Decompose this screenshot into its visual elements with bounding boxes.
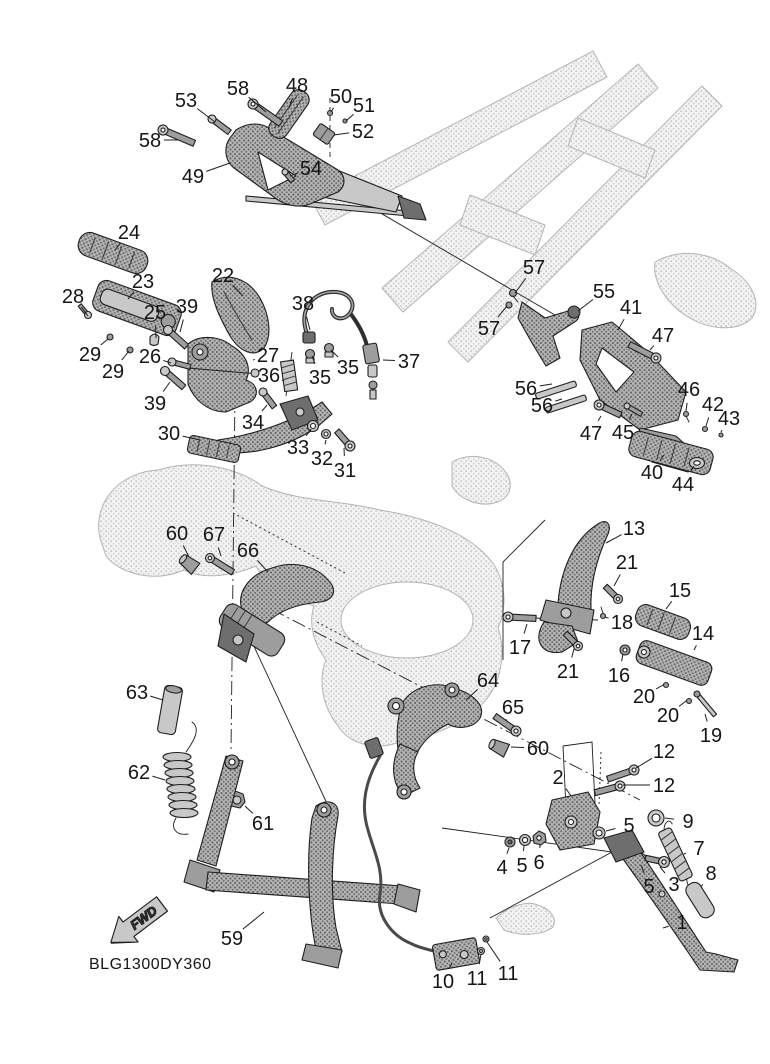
callout-40[interactable]: 40 <box>640 462 664 484</box>
callout-5[interactable]: 5 <box>643 876 655 898</box>
callout-59[interactable]: 59 <box>220 928 244 950</box>
part-nut-9 <box>648 810 664 826</box>
callout-29[interactable]: 29 <box>101 361 125 383</box>
leader-line-13 <box>606 535 622 543</box>
part-nut-6 <box>533 831 546 845</box>
callout-56[interactable]: 56 <box>530 395 554 417</box>
callout-35[interactable]: 35 <box>308 367 332 389</box>
part-screw-11-b <box>483 936 489 942</box>
callout-30[interactable]: 30 <box>157 423 181 445</box>
part-rod-19 <box>693 690 718 718</box>
callout-5[interactable]: 5 <box>623 815 635 837</box>
leader-line-39 <box>163 382 170 392</box>
part-washer-44 <box>690 458 705 469</box>
part-bolt-53 <box>206 113 232 135</box>
leader-line-1 <box>663 926 669 928</box>
leader-line-29 <box>101 339 108 345</box>
leader-line-14 <box>694 645 696 650</box>
callout-5[interactable]: 5 <box>516 855 528 877</box>
callout-36[interactable]: 36 <box>257 365 281 387</box>
callout-39[interactable]: 39 <box>143 393 167 415</box>
callout-35[interactable]: 35 <box>336 357 360 379</box>
leader-line-47 <box>598 416 601 421</box>
callout-8[interactable]: 8 <box>705 863 717 885</box>
part-collar-63 <box>157 684 183 735</box>
callout-54[interactable]: 54 <box>299 158 323 180</box>
part-pin-57-b <box>506 302 512 308</box>
callout-60[interactable]: 60 <box>526 738 550 760</box>
part-washer-5-a <box>593 827 605 839</box>
callout-25[interactable]: 25 <box>143 302 167 324</box>
part-rubber-8 <box>683 880 717 921</box>
callout-15[interactable]: 15 <box>668 580 692 602</box>
leader-line-15 <box>666 601 672 609</box>
callout-32[interactable]: 32 <box>310 448 334 470</box>
leader-line-46 <box>686 403 687 411</box>
part-bracket-64 <box>388 683 482 799</box>
leader-line-41 <box>618 319 624 330</box>
part-center-stand-59 <box>184 755 420 968</box>
callout-20[interactable]: 20 <box>656 705 680 727</box>
leader-line-56 <box>540 384 552 386</box>
callout-29[interactable]: 29 <box>78 344 102 366</box>
callout-21[interactable]: 21 <box>615 552 639 574</box>
callout-41[interactable]: 41 <box>619 297 643 319</box>
leader-line-17 <box>524 624 527 634</box>
callout-62[interactable]: 62 <box>127 762 151 784</box>
callout-22[interactable]: 22 <box>211 265 235 287</box>
part-bolt-12-lower <box>594 780 627 798</box>
leader-line-4 <box>507 848 509 854</box>
part-washer-5-b <box>520 835 531 846</box>
part-side-stand-bracket-2 <box>546 792 600 850</box>
callout-51[interactable]: 51 <box>352 95 376 117</box>
callout-10[interactable]: 10 <box>431 971 455 993</box>
part-pin-46 <box>684 412 690 423</box>
part-washer-33 <box>308 421 319 432</box>
callout-46[interactable]: 46 <box>677 379 701 401</box>
callout-17[interactable]: 17 <box>508 637 532 659</box>
callout-55[interactable]: 55 <box>592 281 616 303</box>
callout-4[interactable]: 4 <box>496 857 508 879</box>
callout-26[interactable]: 26 <box>138 346 162 368</box>
part-bolt-21-upper <box>602 583 624 605</box>
leader-line-9 <box>665 818 674 819</box>
callout-19[interactable]: 19 <box>699 725 723 747</box>
part-pin-43 <box>719 433 723 437</box>
part-bolt-39-lower <box>159 365 187 391</box>
callout-9[interactable]: 9 <box>682 811 694 833</box>
callout-52[interactable]: 52 <box>351 121 375 143</box>
callout-50[interactable]: 50 <box>329 86 353 108</box>
callout-44[interactable]: 44 <box>671 474 695 496</box>
part-clamp-35-a <box>306 350 315 364</box>
part-pin-18 <box>601 607 606 619</box>
leader-line-29 <box>122 351 129 360</box>
leader-line-20 <box>656 685 663 689</box>
leader-line-42 <box>706 417 709 426</box>
leader-line-56 <box>555 399 562 401</box>
leader-line-59 <box>243 912 264 929</box>
callout-57[interactable]: 57 <box>477 318 501 340</box>
fwd-arrow <box>101 891 171 955</box>
callout-34[interactable]: 34 <box>241 412 265 434</box>
leader-line-21 <box>614 574 620 586</box>
leader-line-11 <box>487 942 500 961</box>
callout-66[interactable]: 66 <box>236 540 260 562</box>
leader-line-16 <box>622 654 623 661</box>
leader-line-34 <box>262 405 267 411</box>
leader-line-32 <box>325 440 326 444</box>
callout-65[interactable]: 65 <box>501 697 525 719</box>
part-pin-20-a <box>664 683 669 688</box>
part-clip-25 <box>150 334 159 346</box>
callout-3[interactable]: 3 <box>668 874 680 896</box>
leader-line-8 <box>701 884 703 887</box>
part-code: BLG1300DY360 <box>89 956 212 973</box>
part-pin-20-b <box>687 699 692 704</box>
part-switch-10 <box>432 937 480 970</box>
callout-47[interactable]: 47 <box>651 325 675 347</box>
callout-64[interactable]: 64 <box>476 670 500 692</box>
callout-12[interactable]: 12 <box>652 775 676 797</box>
callout-2[interactable]: 2 <box>552 767 564 789</box>
callout-18[interactable]: 18 <box>610 612 634 634</box>
callout-27[interactable]: 27 <box>256 345 280 367</box>
callout-67[interactable]: 67 <box>202 524 226 546</box>
callout-16[interactable]: 16 <box>607 665 631 687</box>
leader-line-39 <box>180 320 183 332</box>
callout-1[interactable]: 1 <box>676 912 688 934</box>
leader-line-12 <box>636 758 652 768</box>
part-nut-16 <box>620 645 630 655</box>
callout-13[interactable]: 13 <box>622 518 646 540</box>
callout-58[interactable]: 58 <box>138 130 162 152</box>
leader-line-7 <box>684 853 686 854</box>
callout-7[interactable]: 7 <box>693 838 705 860</box>
part-pin-42 <box>703 427 708 432</box>
part-rubber-15 <box>633 602 693 642</box>
fwd-label: FWD <box>127 902 160 933</box>
leader-line-20 <box>679 701 686 706</box>
callout-14[interactable]: 14 <box>691 623 715 645</box>
leader-line-65 <box>506 720 507 721</box>
part-bracket-13 <box>539 522 609 653</box>
callout-43[interactable]: 43 <box>717 408 741 430</box>
leader-line-49 <box>206 163 230 171</box>
part-footrest-arm-14 <box>634 639 714 688</box>
part-spring-62 <box>163 722 198 834</box>
callout-60[interactable]: 60 <box>165 523 189 545</box>
part-spring-36 <box>281 360 298 392</box>
leader-line-2 <box>566 789 571 796</box>
callout-6[interactable]: 6 <box>533 852 545 874</box>
callout-28[interactable]: 28 <box>61 286 85 308</box>
part-collar-52 <box>313 123 336 145</box>
part-clamp-35-b <box>325 344 334 358</box>
part-washer-32 <box>322 430 331 439</box>
callout-38[interactable]: 38 <box>291 293 315 315</box>
callout-48[interactable]: 48 <box>285 75 309 97</box>
leader-line-52 <box>334 133 349 135</box>
leader-line-5 <box>523 846 524 851</box>
part-bolt-31 <box>333 428 357 453</box>
callout-23[interactable]: 23 <box>131 271 155 293</box>
part-plug-60-lower <box>487 737 510 758</box>
leader-line-5 <box>606 829 615 831</box>
callout-31[interactable]: 31 <box>333 460 357 482</box>
callout-24[interactable]: 24 <box>117 222 141 244</box>
callout-56[interactable]: 56 <box>514 378 538 400</box>
callout-53[interactable]: 53 <box>174 90 198 112</box>
leader-line-18 <box>605 617 609 618</box>
leader-line-62 <box>152 776 165 780</box>
leader-line-21 <box>572 649 574 657</box>
part-screw-11-a <box>478 948 485 955</box>
callout-63[interactable]: 63 <box>125 682 149 704</box>
part-damper-37 <box>363 343 380 399</box>
callout-57[interactable]: 57 <box>522 257 546 279</box>
callout-49[interactable]: 49 <box>181 166 205 188</box>
callout-45[interactable]: 45 <box>611 422 635 444</box>
leader-line-27 <box>253 359 255 360</box>
callout-39[interactable]: 39 <box>175 296 199 318</box>
callout-20[interactable]: 20 <box>632 686 656 708</box>
callout-37[interactable]: 37 <box>397 351 421 373</box>
part-bolt-34 <box>257 386 277 409</box>
callout-21[interactable]: 21 <box>556 661 580 683</box>
part-bolt-58-lower <box>156 123 196 147</box>
callout-61[interactable]: 61 <box>251 813 275 835</box>
part-washer-4 <box>505 837 515 847</box>
callout-47[interactable]: 47 <box>579 423 603 445</box>
callout-11[interactable]: 11 <box>497 963 519 985</box>
callout-11[interactable]: 11 <box>466 968 488 990</box>
callout-33[interactable]: 33 <box>286 437 310 459</box>
leader-line-55 <box>578 300 593 311</box>
leader-line-63 <box>150 696 163 700</box>
leader-line-43 <box>721 430 722 432</box>
part-bolt-12-upper <box>606 764 640 784</box>
callout-12[interactable]: 12 <box>652 741 676 763</box>
callout-42[interactable]: 42 <box>701 394 725 416</box>
callout-58[interactable]: 58 <box>226 78 250 100</box>
leader-line-19 <box>705 714 707 722</box>
part-bolt-17 <box>503 612 536 624</box>
